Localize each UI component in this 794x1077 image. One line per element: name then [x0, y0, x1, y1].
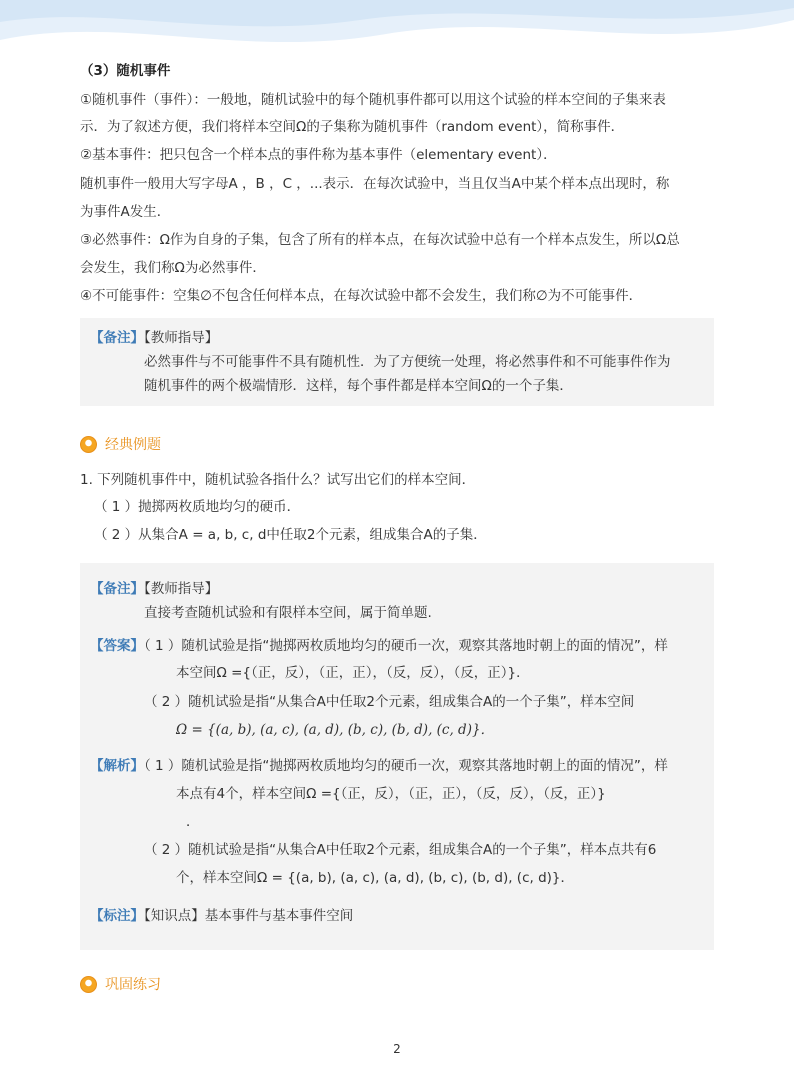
answer-part-1-b: 本空间Ω ={（正，反），（正，正），（反，反），（反，正）}． — [176, 665, 530, 681]
mark-text: 【知识点】基本事件与基本事件空间 — [144, 908, 354, 924]
practice-heading-label: 巩固练习 — [105, 977, 161, 993]
solution-part-1-a: （ 1 ）随机试验是指“抛掷两枚质地均匀的硬币一次，观察其落地时朝上的面的情况”，样 — [144, 758, 668, 774]
solution-tag: 【解析】 — [90, 758, 144, 774]
answer-part-2-b: Ω = {(a, b), (a, c), (a, d), (b, c), (b, d), (c, d)}． — [176, 722, 495, 738]
paragraph-certain-event-2: 会发生，我们称Ω为必然事件． — [80, 260, 266, 276]
page-number: 2 — [393, 1042, 401, 1056]
answer-tag: 【答案】 — [90, 638, 144, 654]
paragraph-random-event-1: ①随机事件（事件）：一般地，随机试验中的每个随机事件都可以用这个试验的样本空间的子集来表 — [80, 92, 666, 108]
paragraph-elementary-event: ②基本事件：把只包含一个样本点的事件称为基本事件（elementary event）． — [80, 147, 557, 163]
example-question: 1. 下列随机事件中，随机试验各指什么？试写出它们的样本空间． — [80, 472, 476, 488]
example-question-part-2: （ 2 ）从集合A = a, b, c, d中任取2个元素，组成集合A的子集． — [94, 527, 487, 543]
answer-note-tag: 【备注】 — [90, 581, 144, 597]
paragraph-notation-1: 随机事件一般用大写字母A ，B ，C ，...表示．在每次试验中，当且仅当A中某个样本点出现时，称 — [80, 176, 670, 192]
example-question-part-1: （ 1 ）抛掷两枚质地均匀的硬币． — [94, 499, 301, 515]
solution-part-1-c: ． — [186, 814, 200, 830]
teacher-note-box — [80, 318, 714, 406]
lightbulb-icon — [80, 436, 97, 453]
examples-heading-label: 经典例题 — [105, 437, 161, 453]
header-wave-decoration — [0, 0, 794, 60]
note-line-2: 随机事件的两个极端情形．这样，每个事件都是样本空间Ω的一个子集． — [144, 378, 573, 394]
lightbulb-icon — [80, 976, 97, 993]
note-heading: 【教师指导】 — [144, 330, 219, 346]
answer-part-1-a: （ 1 ）随机试验是指“抛掷两枚质地均匀的硬币一次，观察其落地时朝上的面的情况”，样 — [144, 638, 668, 654]
paragraph-impossible-event: ④不可能事件：空集∅不包含任何样本点，在每次试验中都不会发生，我们称∅为不可能事件． — [80, 288, 643, 304]
section-title: （3）随机事件 — [80, 63, 171, 79]
answer-box — [80, 563, 714, 950]
mark-tag: 【标注】 — [90, 908, 144, 924]
solution-part-2-b: 个，样本空间Ω = {(a, b), (a, c), (a, d), (b, c), (b, d), (c, d)}． — [176, 870, 574, 886]
paragraph-notation-2: 为事件A发生． — [80, 204, 171, 220]
answer-note-heading: 【教师指导】 — [144, 581, 219, 597]
answer-part-2-a: （ 2 ）随机试验是指“从集合A中任取2个元素，组成集合A的一个子集”，样本空间 — [144, 694, 635, 710]
note-tag: 【备注】 — [90, 330, 144, 346]
solution-part-2-a: （ 2 ）随机试验是指“从集合A中任取2个元素，组成集合A的一个子集”，样本点共有6 — [144, 842, 657, 858]
answer-note-line: 直接考查随机试验和有限样本空间，属于简单题. — [144, 605, 432, 621]
practice-heading — [80, 974, 161, 994]
note-line-1: 必然事件与不可能事件不具有随机性．为了方便统一处理，将必然事件和不可能事件作为 — [144, 354, 671, 370]
paragraph-random-event-2: 示．为了叙述方便，我们将样本空间Ω的子集称为随机事件（random event），简称事件． — [80, 119, 625, 135]
paragraph-certain-event-1: ③必然事件：Ω作为自身的子集，包含了所有的样本点，在每次试验中总有一个样本点发生，所以Ω总 — [80, 232, 680, 248]
solution-part-1-b: 本点有4个，样本空间Ω ={（正，反），（正，正），（反，反），（反，正）} — [176, 786, 606, 802]
examples-heading — [80, 434, 161, 454]
